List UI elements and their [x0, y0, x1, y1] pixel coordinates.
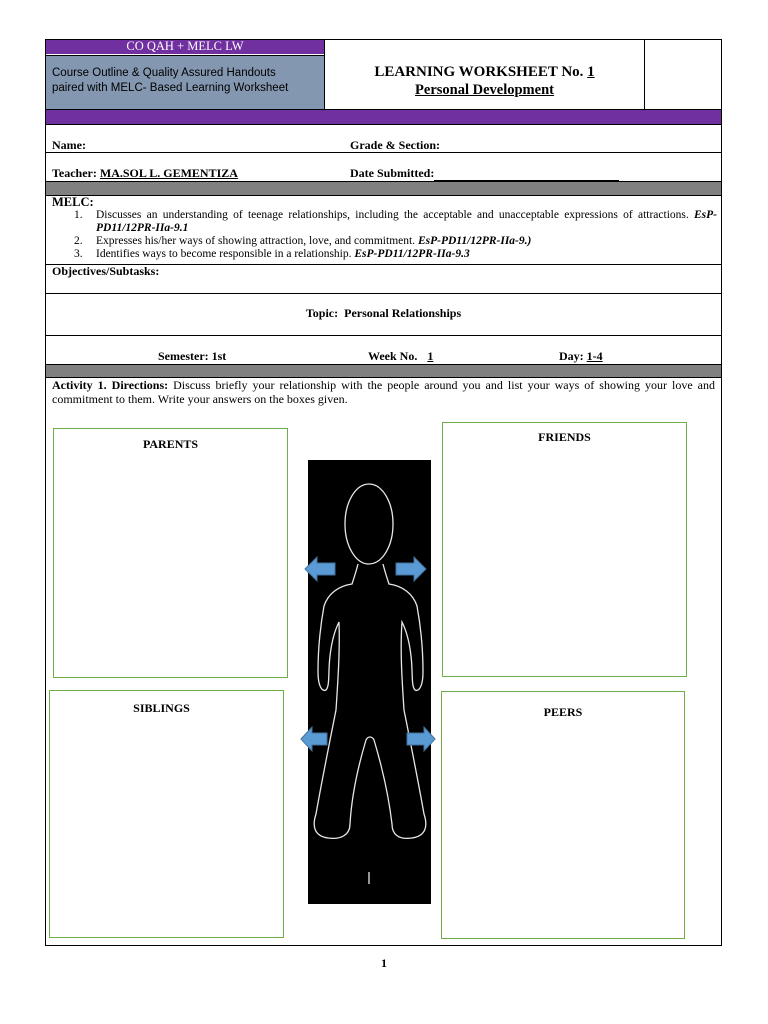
subject-title: Personal Development — [415, 82, 554, 98]
melc-text: Expresses his/her ways of showing attraction, love, and commitment. — [96, 235, 416, 247]
arrow-shape — [301, 727, 327, 751]
subtitle-line2: paired with MELC- Based Learning Worksheet — [52, 82, 289, 94]
friends-label: FRIENDS — [538, 430, 591, 444]
melc-number: 2. — [74, 235, 83, 247]
melc-item — [52, 209, 717, 235]
date-label: Date Submitted: — [350, 166, 435, 180]
rule — [45, 293, 722, 294]
siblings-box[interactable] — [49, 690, 284, 938]
topic-line — [46, 306, 721, 321]
semester-value: 1st — [211, 349, 227, 363]
arrow-left-icon — [300, 726, 328, 752]
rule — [45, 152, 722, 153]
arrow-right-icon — [406, 726, 436, 752]
human-silhouette-icon — [308, 460, 431, 904]
melc-number: 3. — [74, 248, 83, 260]
page-number: 1 — [381, 956, 387, 970]
rule — [45, 109, 722, 110]
activity-text: Discuss briefly your relationship with the people around you and list your ways of showing your love and commitment to them. Write your answers on the boxes given. — [52, 378, 715, 406]
gray-divider — [46, 181, 721, 195]
topic-label: Topic: — [305, 306, 339, 320]
topic-value: Personal Relationships — [344, 306, 462, 320]
arrow-shape — [407, 727, 435, 751]
teacher-label: Teacher: — [52, 166, 97, 180]
melc-number: 1. — [74, 209, 83, 221]
name-label: Name: — [52, 138, 86, 152]
melc-text: Discusses an understanding of teenage relationships, including the acceptable and unacceptable expressions of attractions. — [96, 209, 689, 221]
name-field[interactable] — [52, 138, 316, 153]
peers-box[interactable] — [441, 691, 685, 939]
melc-code: EsP-PD11/12PR-IIa-9.1 — [96, 209, 717, 234]
teacher-value: MA.SOL L. GEMENTIZA — [99, 166, 238, 180]
teacher-field — [52, 166, 238, 181]
arrow-left-icon — [304, 556, 336, 582]
melc-code: EsP-PD11/12PR-IIa-9.) — [417, 235, 532, 247]
rule — [45, 124, 722, 125]
arrow-shape — [396, 557, 426, 581]
friends-box[interactable] — [442, 422, 687, 677]
banner-text: CO QAH + MELC LW — [126, 39, 244, 53]
date-field[interactable] — [350, 166, 619, 181]
rule — [45, 181, 722, 182]
melc-heading: MELC: — [52, 195, 94, 209]
day-value: 1-4 — [586, 349, 603, 363]
rule — [45, 335, 722, 336]
melc-item — [52, 248, 717, 261]
rule — [45, 195, 722, 196]
rule — [45, 364, 722, 365]
activity-title: Activity 1. Directions: — [52, 378, 169, 392]
subtitle-line1: Course Outline & Quality Assured Handouts — [52, 67, 276, 79]
arrow-right-icon — [395, 556, 427, 582]
peers-label: PEERS — [543, 705, 583, 719]
semester-label: Semester: — [158, 349, 209, 363]
worksheet-prefix: LEARNING WORKSHEET No. — [374, 64, 584, 80]
objectives-label: Objectives/Subtasks: — [52, 264, 160, 278]
parents-box[interactable] — [53, 428, 288, 678]
siblings-label: SIBLINGS — [133, 701, 190, 715]
worksheet-number: 1 — [587, 64, 595, 80]
melc-text: Identifies ways to become responsible in a relationship. — [96, 248, 352, 260]
week-value: 1 — [427, 349, 434, 363]
header-divider-2 — [644, 40, 645, 109]
parents-label: PARENTS — [142, 437, 199, 451]
activity-directions — [52, 378, 715, 406]
purple-divider — [46, 109, 721, 124]
week-label: Week No. — [368, 349, 418, 363]
arrow-shape — [305, 557, 335, 581]
figure-panel — [308, 460, 431, 904]
grade-label: Grade & Section: — [350, 138, 440, 152]
week-field — [368, 349, 440, 364]
day-field — [559, 349, 603, 364]
semester-field — [158, 349, 226, 364]
melc-code: EsP-PD11/12PR-IIa-9.3 — [354, 248, 470, 260]
day-label: Day: — [559, 349, 584, 363]
gray-divider — [46, 364, 721, 377]
melc-list — [52, 209, 717, 261]
melc-item — [52, 235, 717, 248]
figure-body — [314, 564, 426, 838]
worksheet-title — [325, 64, 644, 81]
figure-head — [345, 484, 393, 564]
grade-field[interactable] — [350, 138, 618, 153]
